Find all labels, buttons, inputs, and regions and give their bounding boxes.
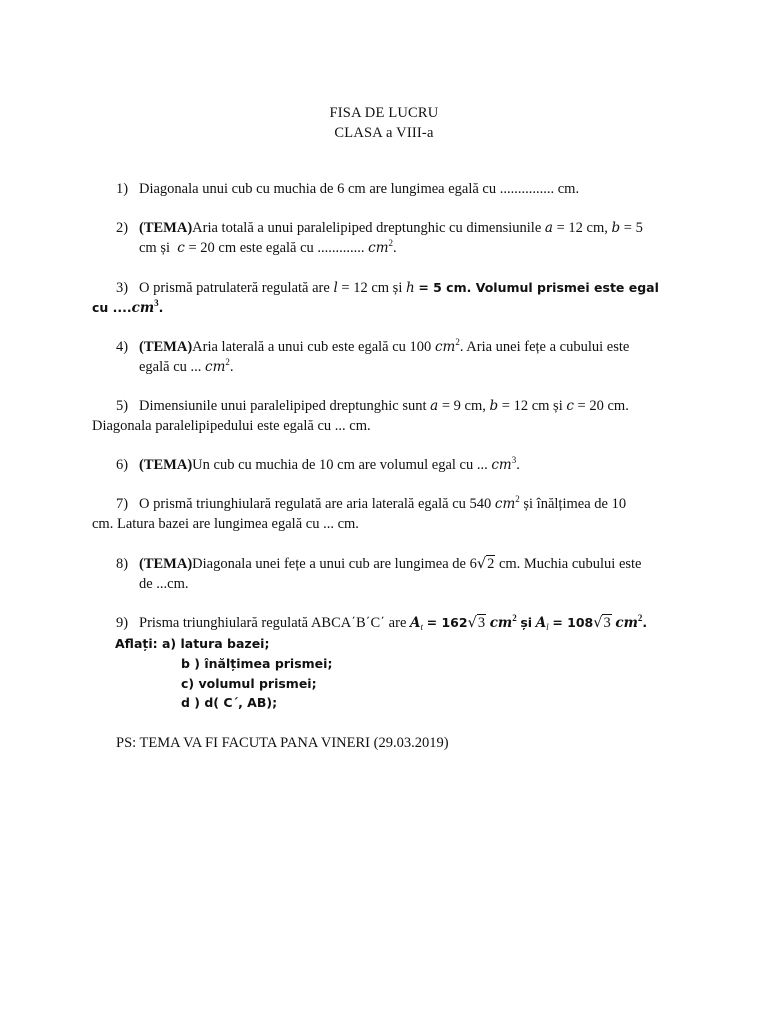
- exercise-8-line-2: de ...cm.: [139, 576, 189, 592]
- exercise-1-text: Diagonala unui cub cu muchia de 6 cm are lungimea egală cu ............... cm.: [139, 181, 580, 197]
- sqrt-three: √3: [593, 615, 611, 631]
- homework-deadline-note: PS: TEMA VA FI FACUTA PANA VINERI (29.03.2019): [116, 735, 449, 751]
- item-number-7: 7): [116, 496, 129, 512]
- item-number-1: 1): [116, 181, 129, 197]
- tema-label: (TEMA): [139, 457, 193, 473]
- item-number-9: 9): [116, 615, 129, 631]
- exercise-8-line-1: (TEMA)Diagonala unei fețe a unui cub are lungimea de 6√2 cm. Muchia cubului este: [139, 556, 642, 572]
- tema-label: (TEMA): [139, 556, 193, 572]
- exercise-4-line-2: egală cu ... $cm^2$.: [139, 357, 234, 375]
- exercise-1: [139, 181, 579, 198]
- worksheet-title: FISA DE LUCRU: [329, 105, 439, 121]
- exercise-9-line-1: Prisma triunghiulară regulată ABCA΄B΄C΄ are $A_t = 162√3$ $cm^2$ și $A_l = 108√3$ $cm^2$.: [139, 613, 648, 632]
- exercise-9-c: c) volumul prismei;: [181, 676, 317, 691]
- tema-label: (TEMA): [139, 220, 193, 236]
- exercise-5-line-1: Dimensiunile unui paralelipiped dreptunghic sunt a = 9 cm, b = 12 cm și c = 20 cm.: [139, 398, 629, 414]
- exercise-9-a: Aflați: a) latura bazei;: [115, 636, 270, 651]
- exercise-9-b: b ) înălțimea prismei;: [181, 656, 333, 671]
- item-number-6: 6): [116, 457, 129, 473]
- exercise-2-line-2: cm și c = 20 cm este egală cu ............. $cm^2$.: [139, 238, 397, 256]
- exercise-3-line-1: O prismă patrulateră regulată are l = 12 cm și h = 5 cm. Volumul prismei este egal: [139, 280, 659, 296]
- exercise-3-line-2: cu $....cm^3$.: [92, 298, 164, 316]
- exercise-2-line-1: (TEMA)Aria totală a unui paralelipiped dreptunghic cu dimensiunile a = 12 cm, b = 5: [139, 220, 643, 236]
- exercise-4-line-1: (TEMA)Aria laterală a unui cub este egală cu 100 $cm^2$. Aria unei fețe a cubului este: [139, 337, 630, 355]
- sqrt-two: √2: [476, 556, 495, 572]
- item-number-2: 2): [116, 220, 129, 236]
- item-number-4: 4): [116, 339, 129, 355]
- item-number-3: 3): [116, 280, 129, 296]
- exercise-5-line-2: Diagonala paralelipipedului este egală cu ... cm.: [92, 418, 371, 434]
- item-number-5: 5): [116, 398, 129, 414]
- exercise-6: (TEMA)Un cub cu muchia de 10 cm are volumul egal cu ... $cm^3$.: [139, 455, 520, 473]
- tema-label: (TEMA): [139, 339, 193, 355]
- exercise-9-d: d ) d( C΄, AB);: [181, 695, 278, 710]
- exercise-7-line-1: O prismă triunghiulară regulată are aria laterală egală cu 540 $cm^2$ și înălțimea de 10: [139, 494, 627, 512]
- item-number-8: 8): [116, 556, 129, 572]
- sqrt-three: √3: [467, 615, 486, 631]
- worksheet-class: CLASA a VIII-a: [334, 125, 434, 141]
- exercise-7-line-2: cm. Latura bazei are lungimea egală cu ... cm.: [92, 516, 359, 532]
